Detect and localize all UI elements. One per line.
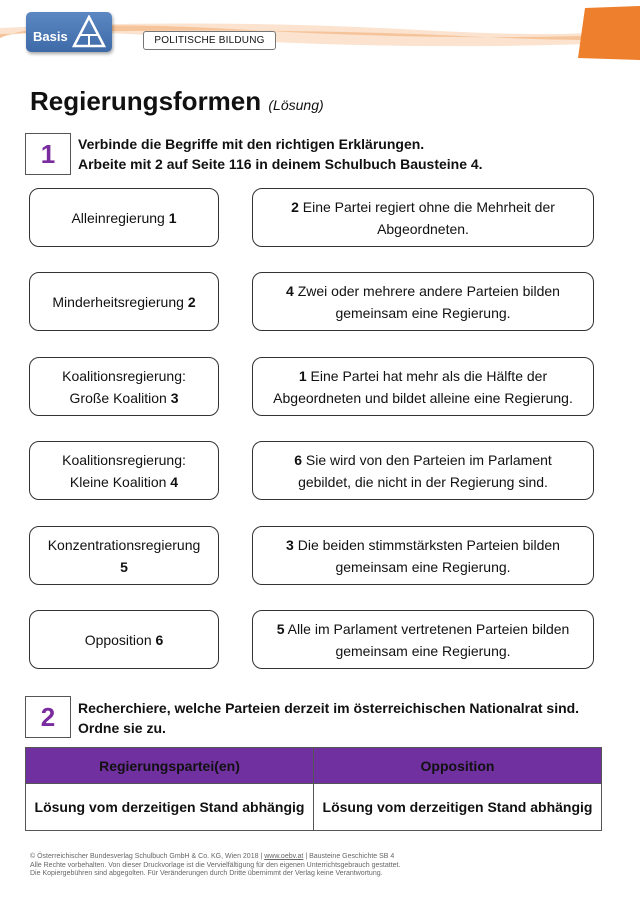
party-table bbox=[25, 747, 602, 831]
explanation-line2: gemeinsam eine Regierung. bbox=[335, 642, 511, 659]
page-title bbox=[30, 86, 324, 117]
explanation-box-1[interactable] bbox=[252, 188, 594, 247]
term-box-5[interactable] bbox=[29, 526, 219, 585]
title-sub: (Lösung) bbox=[268, 97, 324, 113]
term-text-line1: Koalitionsregierung: bbox=[62, 367, 186, 384]
explanation-line1: Die beiden stimmstärksten Parteien bilden bbox=[297, 536, 560, 553]
term-number: 3 bbox=[170, 389, 179, 406]
explanation-line2: gemeinsam eine Regierung. bbox=[335, 558, 511, 575]
term-text: Minderheitsregierung bbox=[52, 293, 184, 310]
explanation-box-6[interactable] bbox=[252, 610, 594, 669]
explanation-line1: Alle im Parlament vertretenen Parteien bilden bbox=[287, 620, 570, 637]
task1-number: 1 bbox=[25, 133, 71, 175]
term-text-line1: Koalitionsregierung: bbox=[62, 451, 186, 468]
term-box-2[interactable] bbox=[29, 272, 219, 331]
cell-government[interactable]: Lösung vom derzeitigen Stand abhängig bbox=[26, 784, 314, 831]
header-opposition: Opposition bbox=[314, 748, 602, 784]
footer bbox=[30, 853, 400, 879]
explanation-line1: Eine Partei hat mehr als die Hälfte der bbox=[310, 367, 548, 384]
term-number: 5 bbox=[120, 558, 128, 575]
explanation-line2: Abgeordneten. bbox=[377, 220, 469, 237]
explanation-line1: Sie wird von den Parteien im Parlament bbox=[305, 451, 552, 468]
cell-opposition[interactable]: Lösung vom derzeitigen Stand abhängig bbox=[314, 784, 602, 831]
explanation-line2: gebildet, die nicht in der Regierung sind. bbox=[298, 473, 548, 490]
table-row bbox=[26, 784, 602, 831]
term-number: 6 bbox=[155, 631, 164, 648]
explanation-number: 4 bbox=[286, 282, 294, 299]
explanation-line1: Zwei oder mehrere andere Parteien bilden bbox=[297, 282, 560, 299]
basis-logo bbox=[26, 12, 112, 52]
term-text-line2: Kleine Koalition bbox=[69, 473, 167, 490]
term-number: 1 bbox=[168, 209, 177, 226]
task1-instructions bbox=[78, 134, 483, 174]
term-box-4[interactable] bbox=[29, 441, 219, 500]
table-header-row bbox=[26, 748, 602, 784]
task1-line1: Verbinde die Begriffe mit den richtigen Erklärungen. bbox=[78, 136, 425, 152]
explanation-number: 6 bbox=[294, 451, 302, 468]
term-text: Opposition bbox=[84, 631, 152, 648]
explanation-number: 5 bbox=[276, 620, 285, 637]
explanation-line2: Abgeordneten und bildet alleine eine Regierung. bbox=[273, 389, 573, 406]
explanation-box-2[interactable] bbox=[252, 272, 594, 331]
term-box-1[interactable] bbox=[29, 188, 219, 247]
task1-line2: Arbeite mit 2 auf Seite 116 in deinem Schulbuch Bausteine 4. bbox=[78, 156, 483, 172]
task2-number: 2 bbox=[25, 696, 71, 738]
footer-fees: Die Kopiergebühren sind abgegolten. Für Veränderungen durch Dritte übernimmt der Verlag keine Verantwortung. bbox=[30, 870, 383, 877]
subject-label: POLITISCHE BILDUNG bbox=[143, 31, 276, 50]
term-text-line2: Große Koalition bbox=[69, 389, 167, 406]
term-number: 2 bbox=[187, 293, 196, 310]
header-government: Regierungspartei(en) bbox=[26, 748, 314, 784]
task2-line1: Recherchiere, welche Parteien derzeit im österreichischen Nationalrat sind. bbox=[78, 700, 580, 716]
explanation-line1: Eine Partei regiert ohne die Mehrheit der bbox=[302, 198, 555, 215]
logo-text: Basis bbox=[33, 29, 68, 44]
title-main: Regierungsformen bbox=[30, 86, 262, 116]
task2-line2: Ordne sie zu. bbox=[78, 720, 166, 736]
term-box-6[interactable] bbox=[29, 610, 219, 669]
footer-rights: Alle Rechte vorbehalten. Von dieser Druckvorlage ist die Vervielfältigung für den eigenen Unterrichtsgebrauch gestattet. bbox=[30, 861, 401, 869]
term-text: Alleinregierung bbox=[71, 209, 165, 226]
triangle-logo-icon bbox=[72, 15, 106, 49]
term-box-3[interactable] bbox=[29, 357, 219, 416]
term-text: Konzentrationsregierung bbox=[47, 536, 201, 553]
explanation-number: 1 bbox=[298, 367, 307, 384]
explanation-number: 3 bbox=[286, 536, 294, 553]
explanation-line2: gemeinsam eine Regierung. bbox=[335, 304, 511, 321]
term-number: 4 bbox=[170, 473, 179, 490]
explanation-box-4[interactable] bbox=[252, 441, 594, 500]
header-accent-block bbox=[578, 6, 640, 60]
task2-instructions bbox=[78, 698, 579, 738]
footer-copyright: © Österreichischer Bundesverlag Schulbuch GmbH & Co. KG, Wien 2018 | bbox=[30, 853, 265, 860]
footer-book: | Bausteine Geschichte SB 4 bbox=[303, 853, 395, 860]
explanation-number: 2 bbox=[291, 198, 299, 215]
explanation-box-3[interactable] bbox=[252, 357, 594, 416]
footer-link[interactable]: www.oebv.at bbox=[264, 853, 304, 860]
explanation-box-5[interactable] bbox=[252, 526, 594, 585]
